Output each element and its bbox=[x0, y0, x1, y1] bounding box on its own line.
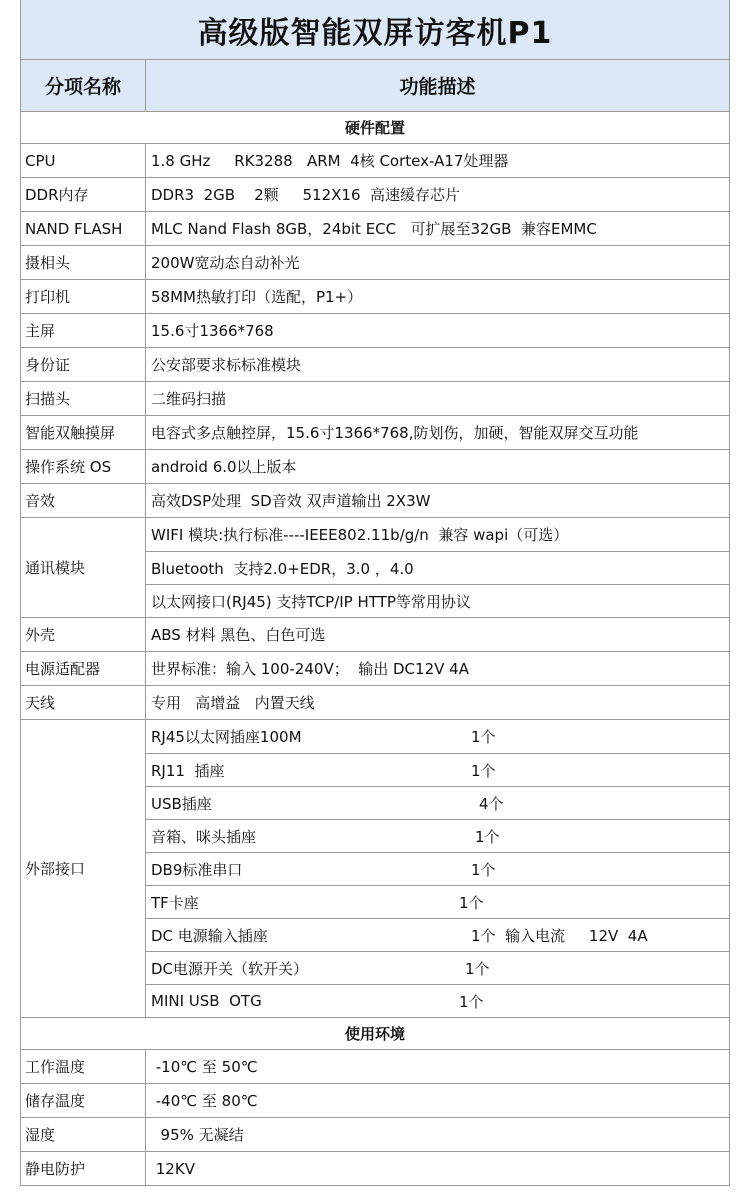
row-name: 身份证 bbox=[21, 348, 146, 381]
row-name: 扫描头 bbox=[21, 382, 146, 415]
port-item bbox=[146, 918, 729, 951]
port-label: RJ45以太网插座100M bbox=[151, 728, 302, 746]
port-item bbox=[146, 951, 729, 984]
spec-sheet bbox=[20, 0, 730, 1186]
description-line: 200W宽动态自动补光 bbox=[151, 254, 300, 272]
row-name: 天线 bbox=[21, 686, 146, 719]
port-item bbox=[146, 753, 729, 786]
row-description bbox=[146, 518, 729, 617]
row-name: 电源适配器 bbox=[21, 652, 146, 685]
row-name: 湿度 bbox=[21, 1118, 146, 1151]
row-name: 外壳 bbox=[21, 618, 146, 651]
header-item-name: 分项名称 bbox=[21, 60, 146, 111]
description-line: 95% 无凝结 bbox=[151, 1126, 244, 1144]
port-quantity: 1个 bbox=[459, 893, 484, 912]
row-description bbox=[146, 178, 729, 211]
port-quantity: 1个 bbox=[471, 860, 496, 879]
row-name: 主屏 bbox=[21, 314, 146, 347]
table-row bbox=[20, 652, 730, 686]
port-label: DC电源开关（软开关） bbox=[151, 959, 309, 978]
port-label: RJ11 插座 bbox=[151, 761, 225, 780]
row-name: 摄相头 bbox=[21, 246, 146, 279]
table-row bbox=[20, 212, 730, 246]
row-name: 储存温度 bbox=[21, 1084, 146, 1117]
ports-name: 外部接口 bbox=[21, 720, 146, 1017]
description-line: 二维码扫描 bbox=[151, 390, 227, 408]
port-item bbox=[146, 852, 729, 885]
ports-list bbox=[146, 720, 729, 1017]
description-line: WIFI 模块:执行标准----IEEE802.11b/g/n 兼容 wapi（可选） bbox=[151, 526, 569, 544]
description-line: 电容式多点触控屏，15.6寸1366*768,防划伤，加硬，智能双屏交互功能 bbox=[151, 424, 639, 442]
section-hardware: 硬件配置 bbox=[20, 112, 730, 144]
table-row bbox=[20, 1084, 730, 1118]
table-row bbox=[20, 178, 730, 212]
table-row bbox=[20, 518, 730, 618]
table-row bbox=[20, 618, 730, 652]
row-description bbox=[146, 484, 729, 517]
section-environment: 使用环境 bbox=[20, 1018, 730, 1050]
port-label: MINI USB OTG bbox=[151, 992, 262, 1010]
port-item bbox=[146, 984, 729, 1017]
description-line: 以太网接口(RJ45) 支持TCP/IP HTTP等常用协议 bbox=[146, 584, 729, 617]
row-name: NAND FLASH bbox=[21, 212, 146, 245]
port-quantity: 1个 bbox=[471, 761, 496, 780]
port-item bbox=[146, 819, 729, 852]
port-quantity: 1个 bbox=[471, 728, 496, 746]
environment-table bbox=[20, 1050, 730, 1186]
row-description bbox=[146, 652, 729, 685]
port-quantity: 4个 bbox=[479, 794, 504, 813]
port-label: DB9标准串口 bbox=[151, 860, 243, 879]
row-name: 智能双触摸屏 bbox=[21, 416, 146, 449]
row-name: 打印机 bbox=[21, 280, 146, 313]
row-description bbox=[146, 348, 729, 381]
row-name: DDR内存 bbox=[21, 178, 146, 211]
description-line: 公安部要求标标准模块 bbox=[151, 356, 302, 374]
port-quantity: 1个 bbox=[459, 992, 484, 1011]
row-description bbox=[146, 144, 729, 177]
row-description bbox=[146, 416, 729, 449]
table-row bbox=[20, 686, 730, 720]
row-description bbox=[146, 1084, 729, 1117]
table-row bbox=[20, 144, 730, 178]
hardware-table bbox=[20, 144, 730, 720]
description-line: 58MM热敏打印（选配，P1+） bbox=[151, 288, 363, 306]
row-description bbox=[146, 450, 729, 483]
row-description bbox=[146, 382, 729, 415]
port-item bbox=[146, 885, 729, 918]
table-row bbox=[20, 246, 730, 280]
row-description bbox=[146, 1152, 729, 1185]
description-line: Bluetooth 支持2.0+EDR，3.0 ，4.0 bbox=[146, 551, 729, 584]
description-line: -40℃ 至 80℃ bbox=[151, 1092, 258, 1110]
sheet-title: 高级版智能双屏访客机P1 bbox=[20, 0, 730, 60]
description-line: 专用 高增益 内置天线 bbox=[151, 694, 315, 712]
row-description bbox=[146, 212, 729, 245]
table-row bbox=[20, 280, 730, 314]
row-description bbox=[146, 246, 729, 279]
row-description bbox=[146, 314, 729, 347]
port-item bbox=[146, 786, 729, 819]
port-quantity: 1个 bbox=[475, 827, 500, 846]
row-name: CPU bbox=[21, 144, 146, 177]
table-row bbox=[20, 314, 730, 348]
row-name: 操作系统 OS bbox=[21, 450, 146, 483]
row-description bbox=[146, 686, 729, 719]
ports-row bbox=[20, 720, 730, 1018]
port-label: DC 电源输入插座 bbox=[151, 926, 268, 945]
description-line: 世界标准：输入 100-240V； 输出 DC12V 4A bbox=[151, 660, 469, 678]
port-label: USB插座 bbox=[151, 794, 212, 813]
row-description bbox=[146, 1118, 729, 1151]
table-row bbox=[20, 484, 730, 518]
description-line: -10℃ 至 50℃ bbox=[151, 1058, 258, 1076]
port-quantity: 1个 bbox=[465, 959, 490, 978]
row-name: 工作温度 bbox=[21, 1050, 146, 1083]
description-line: MLC Nand Flash 8GB，24bit ECC 可扩展至32GB 兼容EMMC bbox=[151, 220, 597, 238]
header-function-desc: 功能描述 bbox=[399, 76, 476, 98]
description-line: 1.8 GHz RK3288 ARM 4核 Cortex-A17处理器 bbox=[151, 152, 509, 170]
port-label: 音箱、咪头插座 bbox=[151, 827, 257, 846]
port-item bbox=[146, 720, 729, 753]
description-line: 12KV bbox=[151, 1159, 195, 1178]
description-line: DDR3 2GB 2颗 512X16 高速缓存芯片 bbox=[151, 186, 461, 204]
table-row bbox=[20, 416, 730, 450]
table-row bbox=[20, 348, 730, 382]
row-name: 静电防护 bbox=[21, 1152, 146, 1185]
description-line: 15.6寸1366*768 bbox=[151, 322, 274, 340]
description-line: ABS 材料 黑色、白色可选 bbox=[151, 626, 326, 644]
row-name: 音效 bbox=[21, 484, 146, 517]
row-description bbox=[146, 1050, 729, 1083]
table-header bbox=[20, 60, 730, 112]
table-row bbox=[20, 1118, 730, 1152]
description-line: android 6.0以上版本 bbox=[151, 458, 297, 476]
port-quantity: 1个 输入电流 12V 4A bbox=[471, 926, 648, 945]
table-row bbox=[20, 450, 730, 484]
description-line: 高效DSP处理 SD音效 双声道输出 2X3W bbox=[151, 492, 431, 510]
row-description bbox=[146, 618, 729, 651]
table-row bbox=[20, 1152, 730, 1186]
row-description bbox=[146, 280, 729, 313]
port-label: TF卡座 bbox=[151, 893, 199, 912]
row-name: 通讯模块 bbox=[21, 518, 146, 617]
table-row bbox=[20, 1050, 730, 1084]
table-row bbox=[20, 382, 730, 416]
